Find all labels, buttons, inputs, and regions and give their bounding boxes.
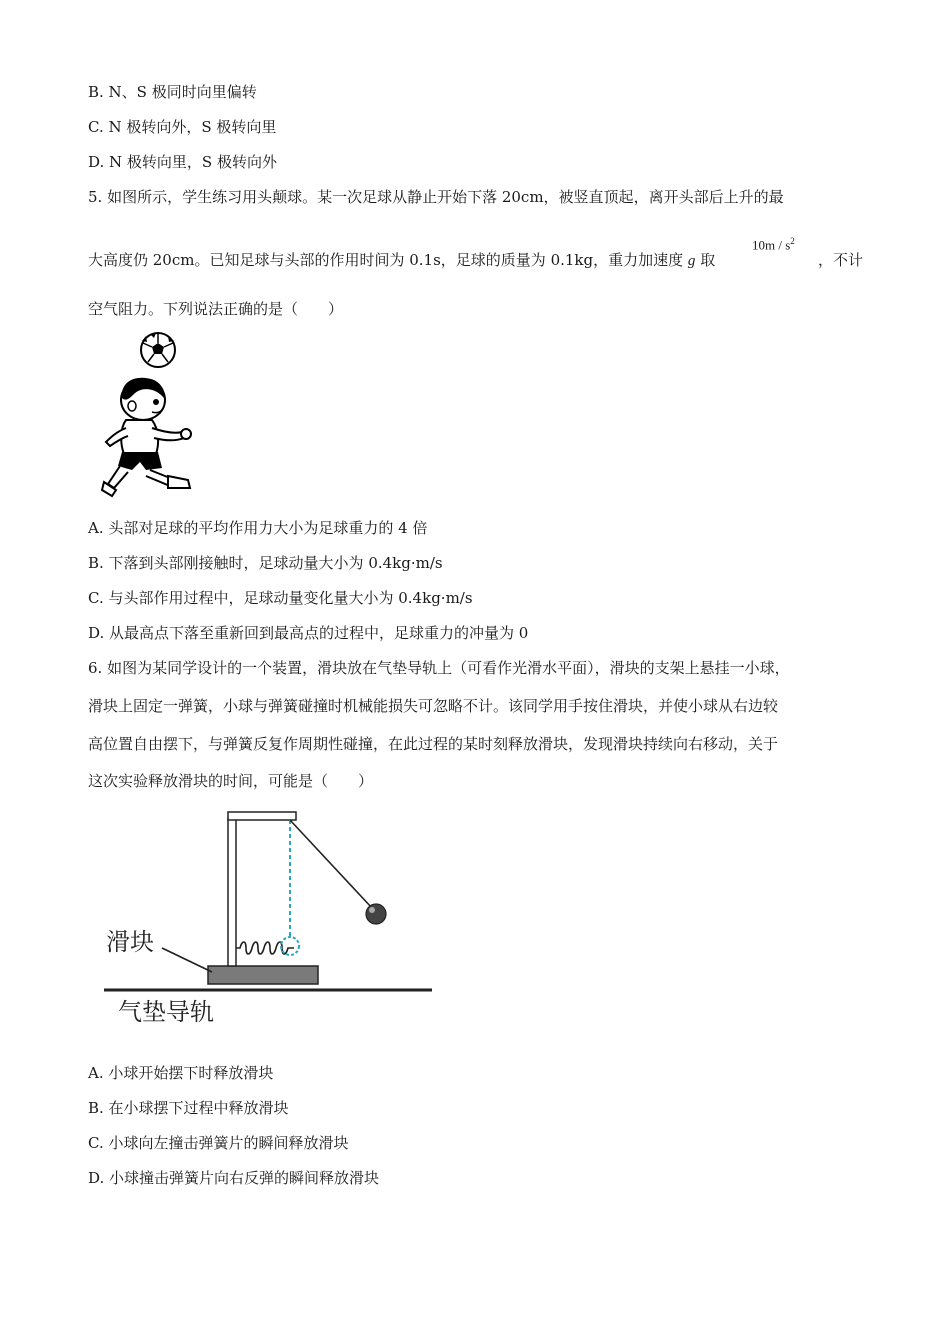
pendulum-string <box>290 820 372 908</box>
q5-stem-line2-c: ，不计 <box>818 251 864 269</box>
q6-stem-line2: 滑块上固定一弹簧，小球与弹簧碰撞时机械能损失可忽略不计。该同学用手按住滑块，并使小球从右边较 <box>88 697 779 715</box>
q4-option-c: C. N 极转向外，S 极转向里 <box>88 118 277 136</box>
gravity-symbol: g <box>687 253 696 269</box>
gravity-unit <box>752 236 795 253</box>
student-head <box>121 378 165 420</box>
q6-option-a: A. 小球开始摆下时释放滑块 <box>88 1064 274 1082</box>
q5-stem-line1: 5. 如图所示，学生练习用头颠球。某一次足球从静止开始下落 20cm，被竖直顶起，离开头部后上升的最 <box>88 188 784 206</box>
q5-option-c: C. 与头部作用过程中，足球动量变化量大小为 0.4kg·m/s <box>88 589 473 607</box>
q5-option-d: D. 从最高点下落至重新回到最高点的过程中，足球重力的冲量为 0 <box>88 624 529 642</box>
student-body <box>102 420 191 496</box>
q5-stem-line3: 空气阻力。下列说法正确的是（ ） <box>88 300 344 318</box>
q5-option-b: B. 下落到头部刚接触时，足球动量大小为 0.4kg·m/s <box>88 554 443 572</box>
spring-icon <box>236 942 294 954</box>
q6-stem-line3: 高位置自由摆下，与弹簧反复作周期性碰撞，在此过程的某时刻释放滑块，发现滑块持续向右移动，关于 <box>88 735 779 753</box>
gravity-unit-main: 10m / s <box>752 237 791 253</box>
slider-block <box>208 966 318 984</box>
q6-stem-line1: 6. 如图为某同学设计的一个装置，滑块放在气垫导轨上（可看作光滑水平面），滑块的支架上悬挂一小球， <box>88 659 790 677</box>
air-track-label: 气垫导轨 <box>118 998 214 1026</box>
support-post <box>228 818 236 966</box>
heading-ball-figure <box>98 328 202 500</box>
q5-stem-line2-a: 大高度仍 20cm。已知足球与头部的作用时间为 0.1s，足球的质量为 0.1kg，重力加速度 <box>88 251 684 269</box>
slider-pointer <box>162 948 212 972</box>
gravity-unit-exponent: 2 <box>790 236 795 246</box>
q6-option-c: C. 小球向左撞击弹簧片的瞬间释放滑块 <box>88 1134 349 1152</box>
q6-option-b: B. 在小球摆下过程中释放滑块 <box>88 1099 289 1117</box>
soccer-ball-icon <box>141 333 175 367</box>
q5-stem-line2-b: 取 <box>700 251 716 269</box>
air-track-figure <box>100 808 440 1030</box>
q5-stem-line2 <box>88 250 715 271</box>
slider-label: 滑块 <box>106 928 154 956</box>
q4-option-d: D. N 极转向里，S 极转向外 <box>88 153 277 171</box>
q6-option-d: D. 小球撞击弹簧片向右反弹的瞬间释放滑块 <box>88 1169 380 1187</box>
support-arm <box>228 812 296 820</box>
q5-option-a: A. 头部对足球的平均作用力大小为足球重力的 4 倍 <box>88 519 428 537</box>
q6-stem-line4: 这次实验释放滑块的时间，可能是（ ） <box>88 772 374 790</box>
pendulum-ball <box>366 904 386 924</box>
rest-position-ball <box>281 937 299 955</box>
q4-option-b: B. N、S 极同时向里偏转 <box>88 83 257 101</box>
